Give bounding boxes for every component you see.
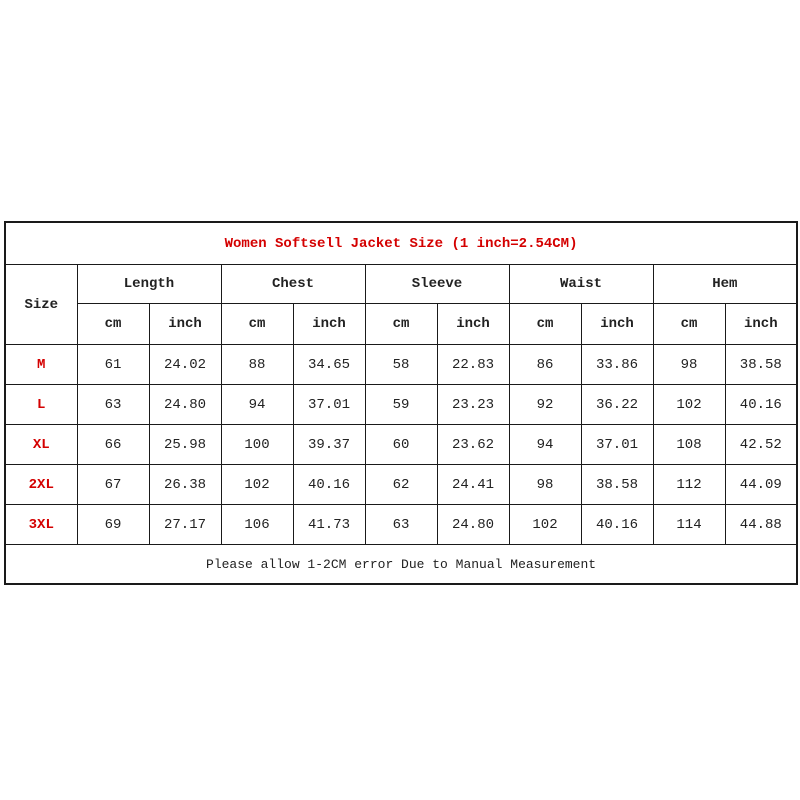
table-cell: 94 [221,385,293,425]
size-label: 3XL [5,505,77,545]
chest-inch-header: inch [293,304,365,345]
table-cell: 102 [509,505,581,545]
table-cell: 24.02 [149,345,221,385]
size-label: 2XL [5,465,77,505]
size-label: L [5,385,77,425]
table-cell: 40.16 [581,505,653,545]
table-row [5,345,797,385]
sleeve-cm-header: cm [365,304,437,345]
table-cell: 24.80 [437,505,509,545]
waist-header: Waist [509,265,653,304]
table-cell: 88 [221,345,293,385]
length-header: Length [77,265,221,304]
table-cell: 22.83 [437,345,509,385]
table-cell: 112 [653,465,725,505]
table-cell: 94 [509,425,581,465]
waist-cm-header: cm [509,304,581,345]
chest-header: Chest [221,265,365,304]
length-cm-header: cm [77,304,149,345]
hem-header: Hem [653,265,797,304]
table-cell: 59 [365,385,437,425]
table-row [5,385,797,425]
table-cell: 108 [653,425,725,465]
size-label: M [5,345,77,385]
table-cell: 40.16 [293,465,365,505]
table-cell: 40.16 [725,385,797,425]
size-column-header: Size [5,265,77,345]
table-cell: 69 [77,505,149,545]
table-cell: 106 [221,505,293,545]
table-cell: 98 [509,465,581,505]
table-cell: 102 [221,465,293,505]
table-cell: 114 [653,505,725,545]
table-cell: 39.37 [293,425,365,465]
table-cell: 86 [509,345,581,385]
table-cell: 44.88 [725,505,797,545]
table-cell: 37.01 [581,425,653,465]
size-label: XL [5,425,77,465]
group-header-row [5,265,797,304]
hem-inch-header: inch [725,304,797,345]
table-cell: 37.01 [293,385,365,425]
table-cell: 34.65 [293,345,365,385]
table-cell: 102 [653,385,725,425]
table-title: Women Softsell Jacket Size (1 inch=2.54CM) [5,222,797,265]
table-cell: 62 [365,465,437,505]
table-cell: 100 [221,425,293,465]
table-row [5,505,797,545]
table-cell: 23.62 [437,425,509,465]
table-cell: 25.98 [149,425,221,465]
table-row [5,425,797,465]
table-cell: 41.73 [293,505,365,545]
table-cell: 26.38 [149,465,221,505]
table-cell: 92 [509,385,581,425]
table-cell: 42.52 [725,425,797,465]
table-cell: 66 [77,425,149,465]
table-cell: 24.80 [149,385,221,425]
table-cell: 61 [77,345,149,385]
size-chart-table [4,221,798,585]
table-cell: 98 [653,345,725,385]
table-cell: 27.17 [149,505,221,545]
table-cell: 23.23 [437,385,509,425]
waist-inch-header: inch [581,304,653,345]
table-cell: 60 [365,425,437,465]
table-cell: 63 [365,505,437,545]
hem-cm-header: cm [653,304,725,345]
chest-cm-header: cm [221,304,293,345]
measurement-note: Please allow 1-2CM error Due to Manual Measurement [5,545,797,585]
table-row [5,465,797,505]
table-cell: 24.41 [437,465,509,505]
table-cell: 33.86 [581,345,653,385]
length-inch-header: inch [149,304,221,345]
table-cell: 38.58 [581,465,653,505]
table-cell: 36.22 [581,385,653,425]
table-cell: 63 [77,385,149,425]
title-row [5,222,797,265]
table-cell: 38.58 [725,345,797,385]
table-cell: 44.09 [725,465,797,505]
table-cell: 67 [77,465,149,505]
sleeve-header: Sleeve [365,265,509,304]
footer-row [5,545,797,585]
unit-header-row [5,304,797,345]
table-cell: 58 [365,345,437,385]
sleeve-inch-header: inch [437,304,509,345]
